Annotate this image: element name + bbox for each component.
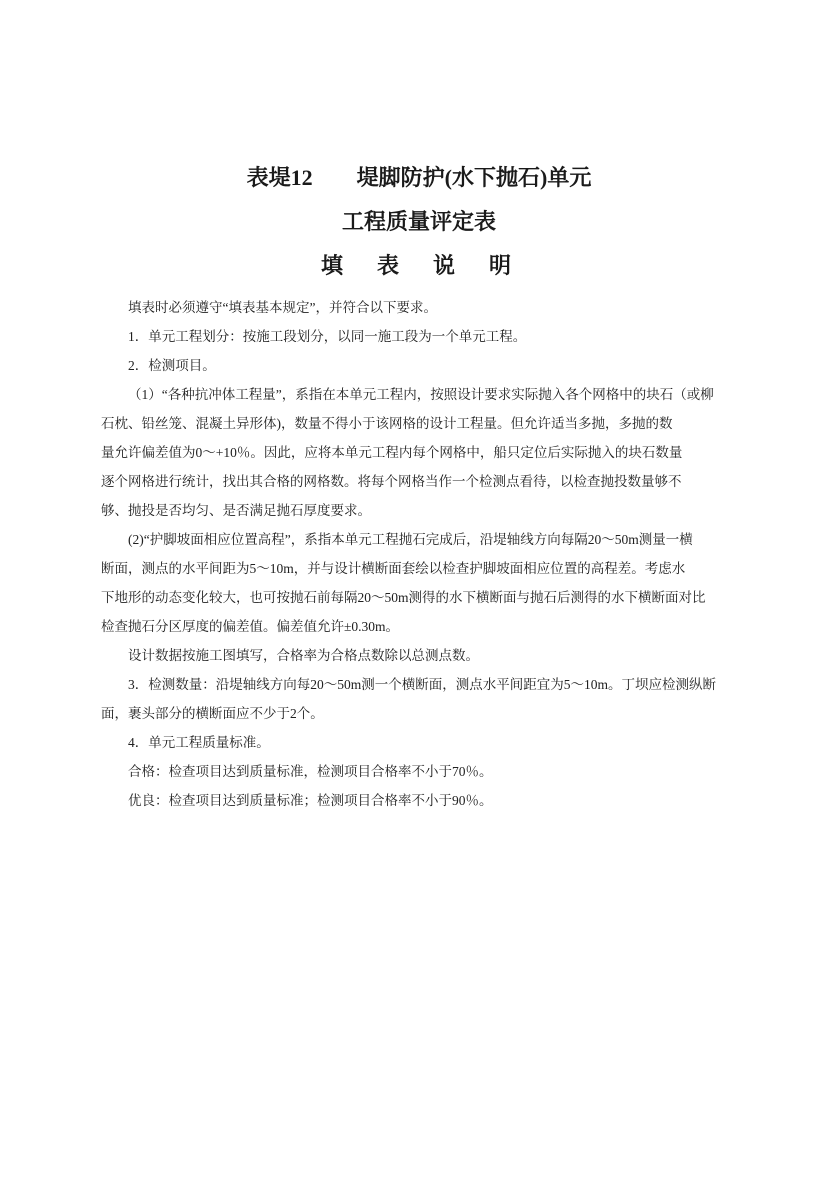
para-2-1-line-1: （1）“各种抗冲体工程量”，系指在本单元工程内，按照设计要求实际抛入各个网格中的块石（或柳 [128, 387, 714, 402]
para-2-1-line-5: 够、抛投是否均匀、是否满足抛石厚度要求。 [101, 503, 371, 518]
para-2-1-line-2: 石枕、铅丝笼、混凝土异形体)，数量不得小于该网格的设计工程量。但允许适当多抛，多抛的数 [101, 416, 673, 431]
title-line-3: 填 表 说 明 [320, 253, 517, 278]
item-2-line: 2．检测项目。 [128, 358, 216, 373]
para-2-2-line-3: 下地形的动态变化较大，也可按抛石前每隔20～50m测得的水下横断面与抛石后测得的水下横断面对比 [101, 590, 706, 605]
title-line-2: 工程质量评定表 [341, 209, 496, 234]
para-2-2-line-4: 检查抛石分区厚度的偏差值。偏差值允许±0.30m。 [101, 619, 400, 634]
document-body [101, 293, 748, 815]
para-2-2-line-2: 断面，测点的水平间距为5～10m，并与设计横断面套绘以检查护脚坡面相应位置的高程差。考虑水 [101, 561, 686, 576]
item-1-line: 1．单元工程划分：按施工段划分，以同一施工段为一个单元工程。 [128, 329, 527, 344]
item-3-line-2: 面，裹头部分的横断面应不少于2个。 [101, 706, 324, 721]
item-3-line-1: 3．检测数量：沿堤轴线方向每20～50m测一个横断面，测点水平间距宜为5～10m。丁坝应检测纵断 [128, 677, 717, 692]
document-title [0, 156, 838, 288]
excellent-standard-line: 优良：检查项目达到质量标准；检测项目合格率不小于90％。 [128, 793, 493, 808]
design-data-line: 设计数据按施工图填写，合格率为合格点数除以总测点数。 [128, 648, 479, 663]
title-line-1: 表堤12 堤脚防护(水下抛石)单元 [246, 165, 592, 190]
intro-line: 填表时必须遵守“填表基本规定”，并符合以下要求。 [128, 300, 437, 315]
para-2-2-line-1: (2)“护脚坡面相应位置高程”，系指本单元工程抛石完成后，沿堤轴线方向每隔20～50m测量一横 [128, 532, 693, 547]
para-2-1-line-4: 逐个网格进行统计，找出其合格的网格数。将每个网格当作一个检测点看待，以检查抛投数量够不 [101, 474, 682, 489]
qualified-standard-line: 合格：检查项目达到质量标准，检测项目合格率不小于70％。 [128, 764, 493, 779]
para-2-1-line-3: 量允许偏差值为0～+10％。因此，应将本单元工程内每个网格中，船只定位后实际抛入的块石数量 [101, 445, 683, 460]
item-4-line: 4．单元工程质量标准。 [128, 735, 270, 750]
